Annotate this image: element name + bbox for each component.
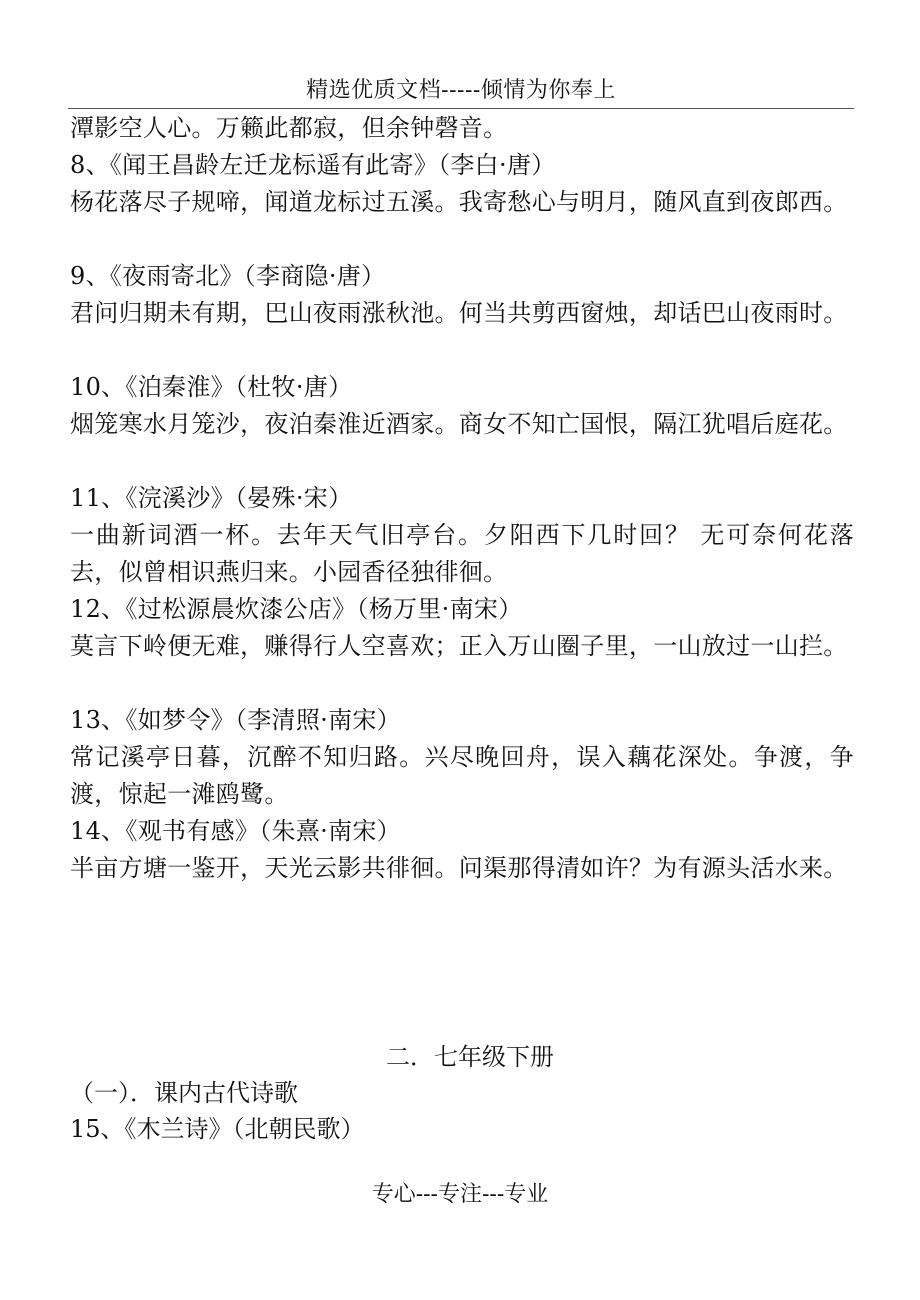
poem-title: 10、《泊秦淮》（杜牧·唐） [70,373,353,401]
page-footer: 专心---专注---专业 [371,1182,549,1207]
poem-14 [70,813,854,924]
poem-15-title: 15、《木兰诗》（北朝民歌） [70,1115,365,1143]
poem-13 [70,702,854,813]
poem-title: 14、《观书有感》（朱熹·南宋） [70,817,401,845]
poem-text: 君问归期未有期，巴山夜雨涨秋池。何当共剪西窗烛，却话巴山夜雨时。 [70,299,848,327]
poem-text: 莫言下岭便无难，赚得行人空喜欢；正入万山圈子里，一山放过一山拦。 [70,632,848,660]
poem-9 [70,258,854,369]
poem-10 [70,369,854,480]
poem-title: 9、《夜雨寄北》（李商隐·唐） [70,262,386,290]
poem-12 [70,591,854,702]
poem-text: 一曲新词酒一杯。去年天气旧亭台。夕阳西下几时回？ 无可奈何花落去，似曾相识燕归来。小园香径独徘徊。 [70,521,854,586]
subsection-heading: （一）．课内古代诗歌 [70,1079,298,1107]
page-header: 精选优质文档-----倾情为你奉上 [68,74,854,109]
poem-title: 13、《如梦令》（李清照·南宋） [70,706,401,734]
poem-title: 11、《浣溪沙》（晏殊·宋） [70,484,353,512]
poem-text: 烟笼寒水月笼沙，夜泊秦淮近酒家。商女不知亡国恨，隔江犹唱后庭花。 [70,410,848,438]
poem-title: 12、《过松源晨炊漆公店》（杨万里·南宋） [70,595,523,623]
poem-11 [70,480,854,591]
poem-8 [70,147,854,258]
lead-line: 潭影空人心。万籁此都寂，但余钟磬音。 [70,114,508,142]
poem-text: 半亩方塘一鉴开，天光云影共徘徊。问渠那得清如许？为有源头活水来。 [70,854,848,882]
poem-text: 杨花落尽子规啼，闻道龙标过五溪。我寄愁心与明月，随风直到夜郎西。 [70,188,848,216]
poem-text: 常记溪亭日暮，沉醉不知归路。兴尽晚回舟，误入藕花深处。争渡，争渡，惊起一滩鸥鹭。 [70,743,854,808]
document-body [70,110,854,924]
poem-title: 8、《闻王昌龄左迁龙标遥有此寄》（李白·唐） [70,151,556,179]
section-title: 二．七年级下册 [386,1043,554,1071]
